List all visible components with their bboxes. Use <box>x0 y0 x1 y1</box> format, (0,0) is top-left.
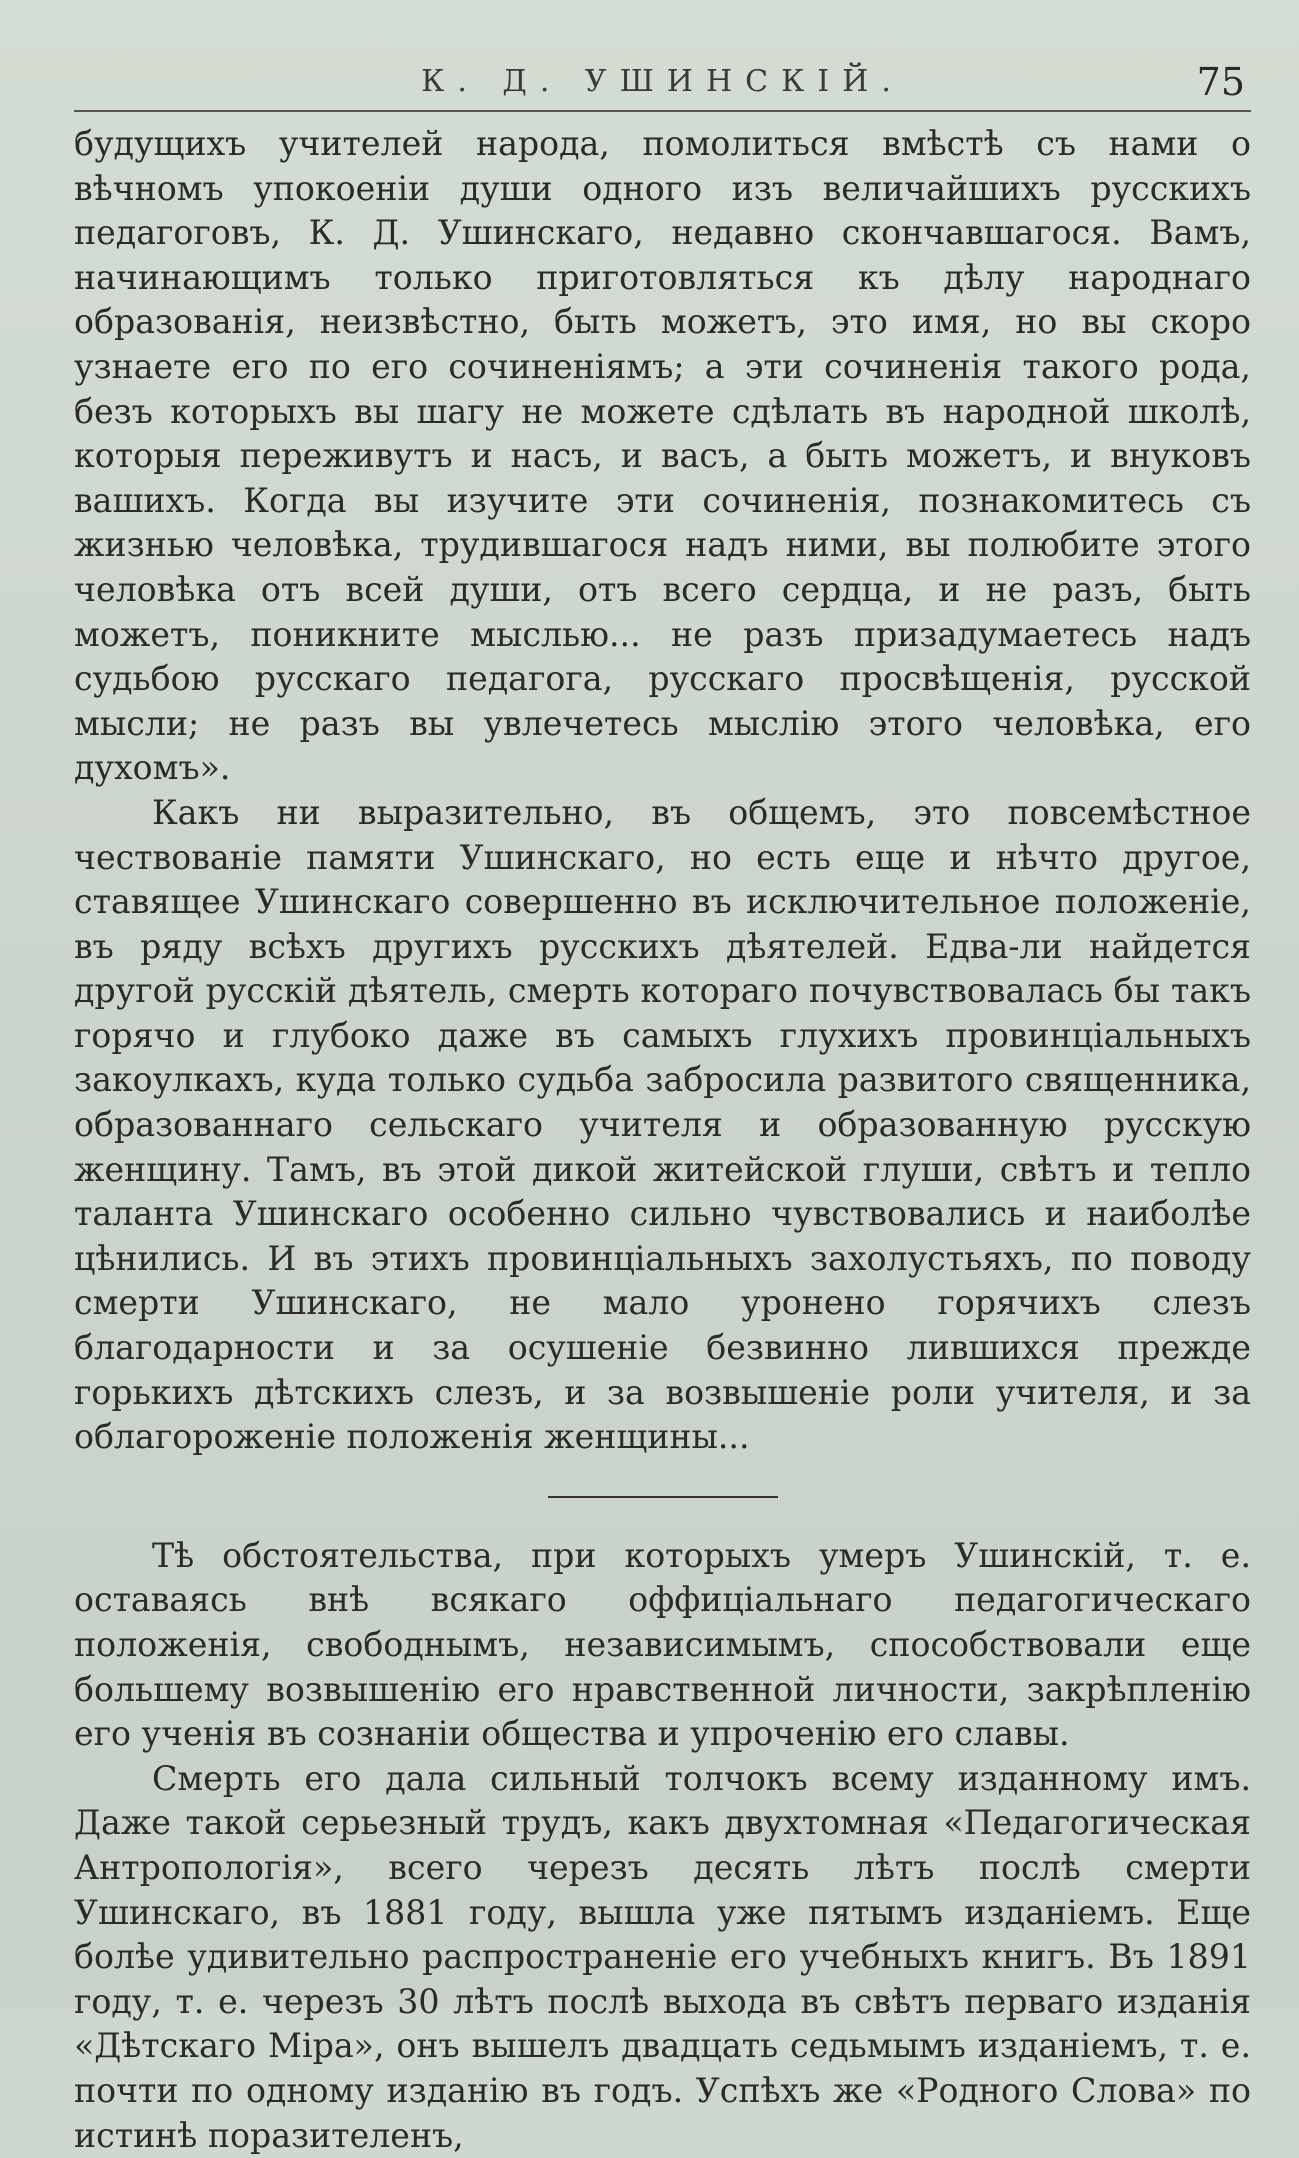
page-header <box>74 62 1251 112</box>
paragraph: Смерть его дала сильный толчокъ всему изданному имъ. Даже такой серьезный трудъ, какъ двухтомная «Педагогическая Антропологія», всего черезъ десять лѣтъ послѣ смерти Ушинскаго, въ 1881 году, вышла уже пятымъ изданіемъ. Еще болѣе удивительно распространеніе его учебныхъ книгъ. Въ 1891 году, т. е. черезъ 30 лѣтъ послѣ выхода въ свѣтъ перваго изданія «Дѣтскаго Міра», онъ вышелъ двадцать седьмымъ изданіемъ, т. е. почти по одному изданію въ годъ. Успѣхъ же «Родного Слова» по истинѣ поразителенъ, <box>74 1758 1251 2155</box>
section-1 <box>74 122 1251 1460</box>
page-number: 75 <box>1196 60 1245 104</box>
running-head: К. Д. УШИНСКІЙ. <box>421 64 904 99</box>
paragraph: Какъ ни выразительно, въ общемъ, это повсемѣстное чествованіе памяти Ушинскаго, но есть еще и нѣчто другое, ставящее Ушинскаго совершенно въ исключительное положеніе, въ ряду всѣхъ другихъ русскихъ дѣятелей. Едва-ли найдется другой русскій дѣятель, смерть котораго почувствовалась бы такъ горячо и глубоко даже въ самыхъ глухихъ провинціальныхъ закоулкахъ, куда только судьба забросила развитого священника, образованнаго сельскаго учителя и образованную русскую женщину. Тамъ, въ этой дикой житейской глуши, свѣтъ и тепло таланта Ушинскаго особенно сильно чувствовались и наиболѣе цѣнились. И въ этихъ провинціальныхъ захолустьяхъ, по поводу смерти Ушинскаго, не мало уронено горячихъ слезъ благодарности и за осушеніе безвинно лившихся прежде горькихъ дѣтскихъ слезъ, и за возвышеніе роли учителя, и за облагороженіе положенія женщины... <box>74 792 1251 1457</box>
paragraph-continuation: будущихъ учителей народа, помолиться вмѣстѣ съ нами о вѣчномъ упокоеніи души одного изъ величайшихъ русскихъ педагоговъ, К. Д. Ушинскаго, недавно скончавшагося. Вамъ, начинающимъ только приготовляться къ дѣлу народнаго образованія, неизвѣстно, быть можетъ, это имя, но вы скоро узнаете его по его сочиненіямъ; а эти сочиненія такого рода, безъ которыхъ вы шагу не можете сдѣлать въ народной школѣ, которыя переживутъ и насъ, и васъ, а быть можетъ, и внуковъ вашихъ. Когда вы изучите эти сочиненія, познакомитесь съ жизнью человѣка, трудившагося надъ ними, вы полюбите этого человѣка отъ всей души, отъ всего сердца, и не разъ, быть можетъ, поникните мыслью... не разъ призадумаетесь надъ судьбою русскаго педагога, русскаго просвѣщенія, русской мысли; не разъ вы увлечетесь мыслію этого человѣка, его духомъ». <box>74 124 1251 788</box>
paragraph: Тѣ обстоятельства, при которыхъ умеръ Ушинскій, т. е. оставаясь внѣ всякаго оффиціальнаго педагогическаго положенія, свободнымъ, независимымъ, способствовали еще большему возвышенію его нравственной личности, закрѣпленію его ученія въ сознаніи общества и упроченію его славы. <box>74 1535 1251 1754</box>
section-2 <box>74 1534 1251 2158</box>
section-divider <box>548 1496 778 1498</box>
